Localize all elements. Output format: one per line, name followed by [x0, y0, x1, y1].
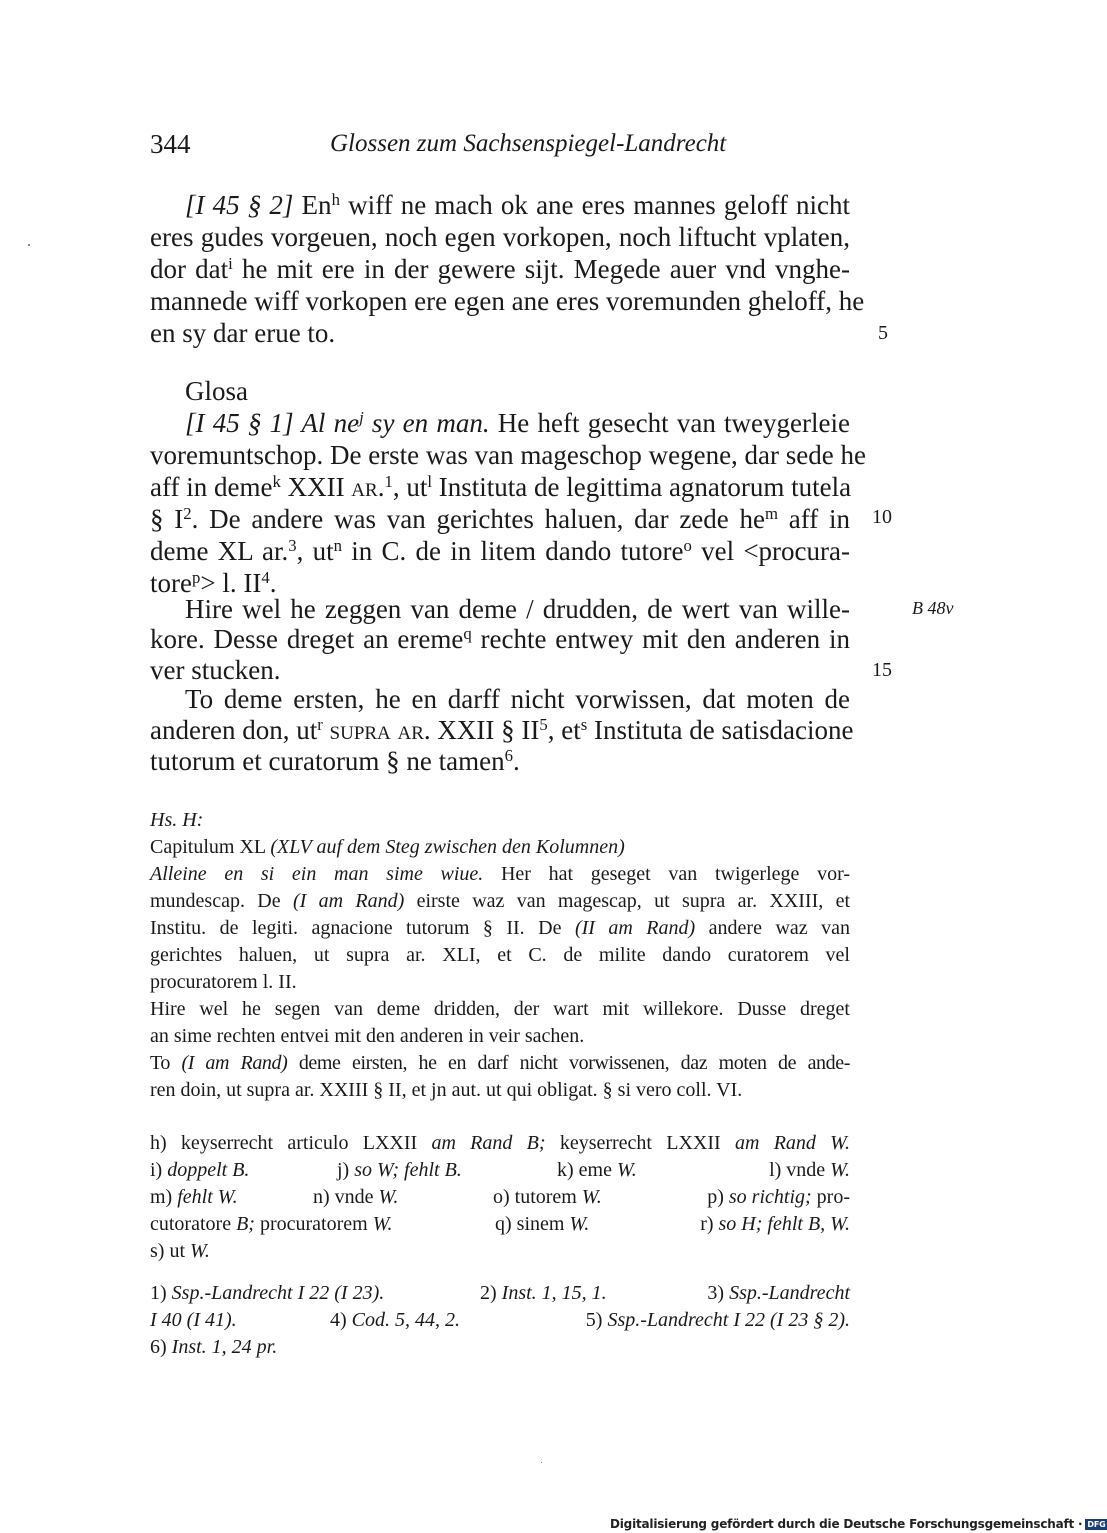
note-marker: h: [331, 189, 340, 209]
hs-line-3: [150, 915, 850, 942]
text-fragment: 6): [150, 1336, 172, 1358]
footnote-marker: 6: [504, 745, 514, 765]
citation: Cod. 5, 44, 2.: [351, 1309, 461, 1331]
text-fragment: p): [707, 1186, 729, 1208]
hs-line-7: an sime rechten entvei mit den anderen in veir sachen.: [150, 1025, 585, 1047]
hs-line-4: gerichtes haluen, ut supra ar. XLI, et C. de milite dando curatorem vel: [150, 944, 850, 966]
section-ref: [I 45 § 2]: [185, 190, 294, 220]
lemma: sy en man.: [363, 408, 490, 438]
apparatus-entry-m: [150, 1184, 238, 1211]
hs-line-8: [150, 1050, 850, 1077]
apparatus-entry-n: [313, 1184, 398, 1211]
editorial-note: so richtig;: [728, 1186, 812, 1208]
glosa-line-4: [150, 503, 850, 535]
glosa-line-8: [150, 623, 850, 655]
glosa-line-11: [150, 714, 854, 746]
glosa-line-12: [150, 745, 520, 777]
note-marker: o: [683, 535, 692, 555]
hs-line-9: ren doin, ut supra ar. XXIII § II, et jn aut. ut qui obligat. § si vero coll. VI.: [150, 1079, 743, 1101]
text-fragment: To: [150, 1052, 182, 1074]
apparatus-entry-i: [150, 1157, 249, 1184]
apparatus-entry-r: [700, 1211, 850, 1238]
text-fragment: > l. II: [200, 568, 262, 598]
editorial-note: doppelt B.: [167, 1159, 250, 1181]
text-fragment: , ut: [392, 472, 428, 502]
text-fragment: deme eirsten, he en darf nicht vorwissenen, daz moten de ande-: [287, 1052, 850, 1074]
editorial-note: so W; fehlt B.: [354, 1159, 462, 1181]
text-fragment: vel <procura-: [691, 536, 850, 566]
text-fragment: dor dat: [150, 254, 229, 284]
hs-line-5: procuratorem l. II.: [150, 971, 297, 993]
text-fragment: tutorum et curatorum § ne tamen: [150, 746, 505, 776]
text-fragment: pro-: [811, 1186, 850, 1208]
note-marker: r: [317, 714, 323, 734]
text-fragment: 5): [585, 1309, 608, 1331]
text-fragment: Instituta de legittima agnatorum tutela: [432, 472, 852, 502]
note-marker: i: [228, 253, 233, 273]
hs-line-1: [150, 861, 850, 888]
text-fragment: tore: [150, 568, 192, 598]
text-fragment: aff in deme: [150, 472, 273, 502]
scan-speck: [541, 1462, 542, 1463]
text-fragment: .: [513, 746, 520, 776]
text-fragment: 2): [480, 1282, 502, 1304]
footnote-line-1: [150, 1280, 850, 1307]
apparatus-entry-p-cont: [150, 1211, 393, 1238]
text-fragment: wiff ne mach ok ane eres mannes geloff nicht: [339, 190, 850, 220]
editorial-note: W.: [581, 1186, 602, 1208]
text-fragment: keyserrecht LXXII: [545, 1132, 735, 1154]
text-fragment: Instituta de satisdacione: [587, 715, 854, 745]
text-fragment: eirste waz van magescap, ut supra ar. XXIII, et: [404, 890, 851, 912]
note-marker: m: [765, 503, 779, 523]
text-fragment: aff in: [778, 504, 850, 534]
line-number: 10: [872, 506, 892, 528]
citation: Inst. 1, 15, 1.: [501, 1282, 607, 1304]
apparatus-entry-l: [769, 1157, 850, 1184]
text-fragment: o) tutorem: [493, 1186, 582, 1208]
footnote-marker: 1: [384, 471, 393, 491]
section-ref: [I 45 § 1] Al ne: [185, 408, 360, 438]
text-fragment: Capitulum XL: [150, 836, 271, 858]
text-line-5: en sy dar erue to.: [150, 318, 336, 348]
footnote-marker: 5: [539, 714, 548, 734]
text-line-1: [185, 189, 850, 221]
footnote-line-3: [150, 1334, 277, 1361]
text-fragment: mundescap. De: [150, 890, 293, 912]
lemma: Alleine en si ein man sime wiue.: [150, 863, 484, 885]
note-marker: s: [580, 714, 588, 734]
text-fragment: He heft gesecht van tweygerleie: [489, 408, 850, 438]
citation: Inst. 1, 24 pr.: [171, 1336, 278, 1358]
hs-chapter-line: [150, 834, 625, 861]
citation: Ssp.-Landrecht: [729, 1282, 850, 1304]
editorial-note: (I am Rand): [181, 1052, 288, 1074]
editorial-note: (I am Rand): [292, 890, 405, 912]
editorial-note: am Rand B;: [431, 1132, 546, 1154]
footnote-2: [480, 1280, 607, 1307]
footnote-1: [150, 1280, 384, 1307]
credit-text: Digitalisierung gefördert durch die Deutsche Forschungsgemeinschaft ·: [610, 1517, 1083, 1531]
text-fragment: i): [150, 1159, 168, 1181]
apparatus-entry-q: [495, 1211, 589, 1238]
apparatus-entry-j: [337, 1157, 462, 1184]
dfg-logo: DFG: [1087, 1520, 1106, 1529]
text-line-3: [150, 253, 850, 285]
text-fragment: Her hat geseget van twigerlege vor-: [483, 863, 851, 885]
footnote-5: [586, 1307, 850, 1334]
text-fragment: 3): [707, 1282, 730, 1304]
apparatus-entry-p: [707, 1184, 850, 1211]
scan-speck: [28, 244, 30, 246]
text-fragment: , et: [547, 715, 581, 745]
editorial-note: W.: [190, 1240, 210, 1262]
glosa-line-2: voremuntschop. De erste was van mageschop wegene, dar sede he: [150, 440, 866, 470]
text-fragment: deme XL ar.: [150, 536, 289, 566]
text-fragment: in C. de in litem dando tutore: [341, 536, 684, 566]
hs-line-2: [150, 888, 850, 915]
apparatus-line-4: [150, 1211, 850, 1238]
text-fragment: § I: [150, 504, 184, 534]
citation: Ssp.-Landrecht I 22 (I 23 § 2).: [607, 1309, 850, 1331]
text-fragment: andere waz van: [695, 917, 850, 939]
text-line-2: eres gudes vorgeuen, noch egen vorkopen, noch liftucht vplaten,: [150, 222, 850, 252]
text-fragment: XXII ar.: [280, 472, 385, 502]
text-fragment: 1): [150, 1282, 172, 1304]
editorial-note: (II am Rand): [574, 917, 696, 939]
text-fragment: n) vnde: [313, 1186, 379, 1208]
glosa-line-3: [150, 471, 850, 503]
footnote-3-cont: I 40 (I 41).: [150, 1309, 237, 1331]
editorial-note: W.: [569, 1213, 590, 1235]
text-fragment: l) vnde: [769, 1159, 831, 1181]
footnote-marker: 3: [288, 535, 297, 555]
line-number: 5: [878, 322, 888, 344]
apparatus-line-3: [150, 1184, 850, 1211]
note-marker: n: [333, 535, 342, 555]
note-marker: p: [191, 567, 201, 587]
note-marker: j: [359, 407, 364, 427]
footnote-3: [707, 1280, 850, 1307]
apparatus-line-5: [150, 1238, 210, 1265]
text-fragment: . De andere was van gerichtes haluen, dar zede he: [191, 504, 765, 534]
glosa-heading: Glosa: [185, 376, 248, 406]
digitization-credit: [610, 1517, 1107, 1531]
text-fragment: Institu. de legiti. agnacione tutorum § II. De: [150, 917, 575, 939]
text-fragment: he mit ere in der gewere sijt. Megede auer vnd vnghe-: [232, 254, 850, 284]
editorial-note: W.: [378, 1186, 399, 1208]
text-fragment: r): [700, 1213, 719, 1235]
glosa-line-9: ver stucken.: [150, 655, 281, 685]
text-fragment: , ut: [296, 536, 334, 566]
apparatus-entry-o: [493, 1184, 602, 1211]
editorial-note: (XLV auf dem Steg zwischen den Kolumnen): [270, 836, 625, 858]
text-fragment: procuratorem: [254, 1213, 373, 1235]
text-fragment: kore. Desse dreget an ereme: [150, 624, 464, 654]
footnote-marker: 4: [261, 567, 270, 587]
editorial-note: W.: [372, 1213, 393, 1235]
text-fragment: j): [337, 1159, 355, 1181]
line-number: 15: [872, 659, 892, 681]
footnote-4: [330, 1307, 460, 1334]
glosa-line-5: [150, 535, 850, 567]
text-fragment: m): [150, 1186, 178, 1208]
editorial-note: fehlt W.: [177, 1186, 238, 1208]
glosa-line-1: [185, 407, 850, 439]
note-marker: q: [463, 623, 472, 643]
hs-line-6: Hire wel he segen van deme dridden, der wart mit willekore. Dusse dreget: [150, 998, 850, 1020]
text-fragment: 4): [330, 1309, 352, 1331]
footnote-marker: 2: [183, 503, 192, 523]
page-number: 344: [150, 129, 191, 159]
editorial-note: so H; fehlt B, W.: [718, 1213, 850, 1235]
running-title: Glossen zum Sachsenspiegel-Landrecht: [330, 130, 727, 157]
apparatus-entry-k: [557, 1157, 637, 1184]
text-fragment: .: [269, 568, 277, 598]
folio-marker: B 48v: [912, 598, 954, 618]
editorial-note: am Rand W.: [734, 1132, 851, 1154]
footnote-line-2: [150, 1307, 850, 1334]
citation: Ssp.-Landrecht I 22 (I 23).: [171, 1282, 385, 1304]
manuscript-label: Hs. H:: [150, 809, 204, 831]
text-fragment: rechte entwey mit den anderen in: [471, 624, 850, 654]
text-fragment: cutoratore: [150, 1213, 237, 1235]
editorial-note: B;: [236, 1213, 255, 1235]
apparatus-line-1: [150, 1130, 850, 1157]
editorial-note: W.: [830, 1159, 850, 1181]
note-marker: l: [427, 471, 432, 491]
text-fragment: supra ar. XXII § II: [322, 715, 540, 745]
editorial-note: W.: [616, 1159, 637, 1181]
apparatus-line-2: [150, 1157, 850, 1184]
glosa-line-10: To deme ersten, he en darff nicht vorwissen, dat moten de: [185, 684, 850, 714]
note-marker: k: [272, 471, 281, 491]
text-fragment: En: [293, 190, 332, 220]
text-fragment: k) eme: [557, 1159, 617, 1181]
text-fragment: h) keyserrecht articulo LXXII: [150, 1132, 432, 1154]
glosa-line-7: Hire wel he zeggen van deme / drudden, de wert van wille-: [185, 594, 850, 624]
text-fragment: anderen don, ut: [150, 715, 318, 745]
text-fragment: s) ut: [150, 1240, 190, 1262]
text-line-4: mannede wiff vorkopen ere egen ane eres voremunden gheloff, he: [150, 286, 865, 316]
text-fragment: q) sinem: [495, 1213, 570, 1235]
